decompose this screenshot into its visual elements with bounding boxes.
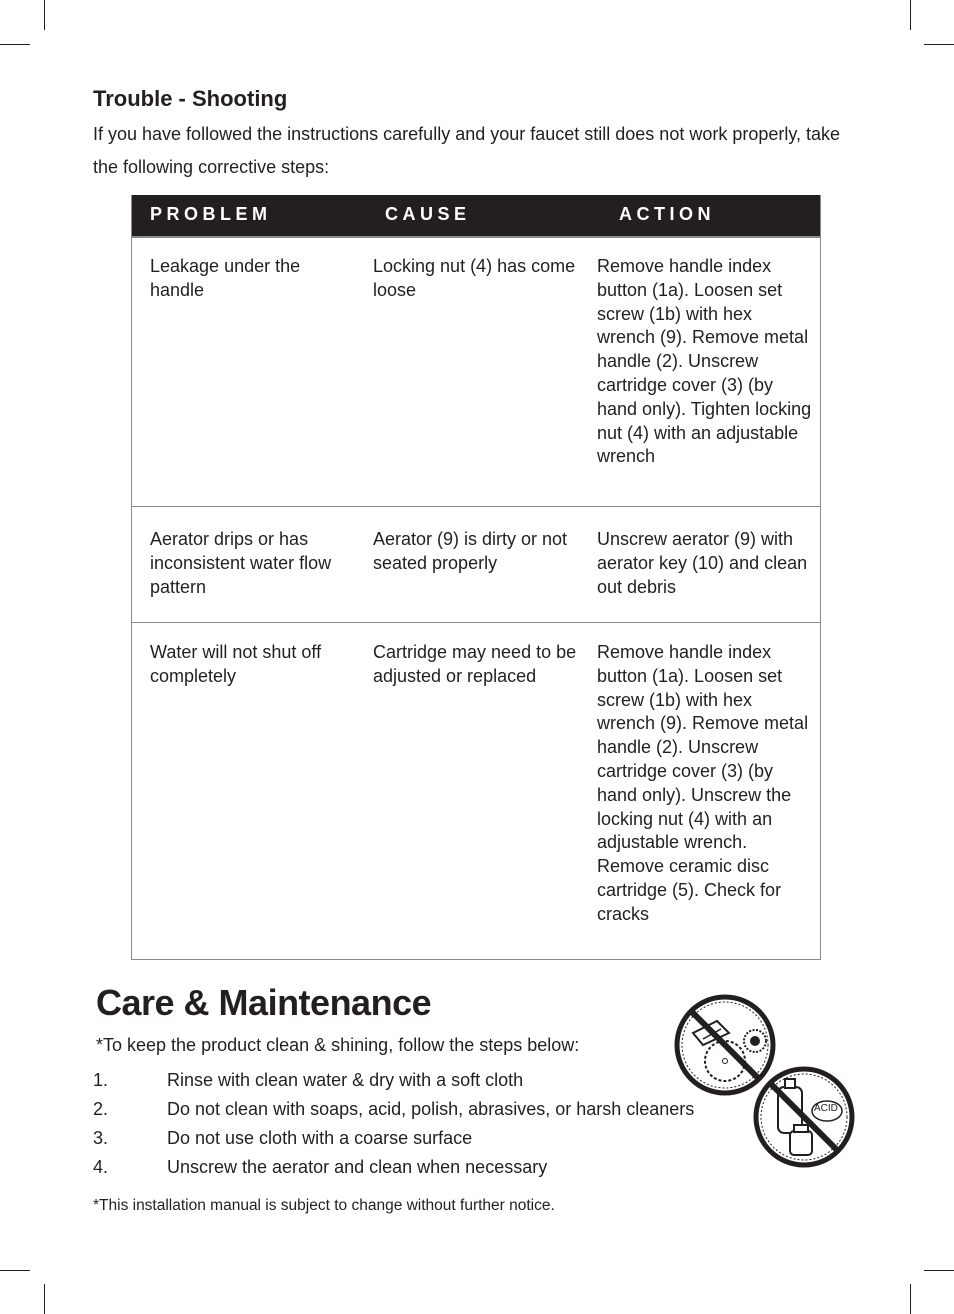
troubleshooting-title: Trouble - Shooting	[93, 86, 288, 111]
footnote: *This installation manual is subject to change without further notice.	[93, 1197, 555, 1214]
crop-mark	[0, 1270, 30, 1271]
crop-mark	[910, 1284, 911, 1314]
action-cell: Remove handle index button (1a). Loosen set screw (1b) with hex wrench (9). Remove metal handle (2). Unscrew cartridge cover (3) (by hand only). Tighten locking nut (4) with an adjustable wrench	[597, 256, 812, 467]
care-intro: *To keep the product clean & shining, follow the steps below:	[96, 1035, 580, 1055]
header-action: ACTION	[619, 204, 715, 224]
table-row	[132, 623, 820, 959]
action-cell: Remove handle index button (1a). Loosen set screw (1b) with hex wrench (9). Remove metal handle (2). Unscrew cartridge cover (3) (by hand only). Unscrew the locking nut (4) with an adjustable wrench. Remove ceramic disc cartridge (5). Check for cracks	[597, 642, 809, 924]
header-problem: PROBLEM	[150, 204, 272, 224]
crop-mark	[44, 0, 45, 30]
crop-mark	[910, 0, 911, 30]
crop-mark	[44, 1284, 45, 1314]
action-cell: Unscrew aerator (9) with aerator key (10) and clean out debris	[597, 529, 808, 597]
step-text: Rinse with clean water & dry with a soft cloth	[167, 1070, 524, 1090]
step-number: 2.	[93, 1099, 109, 1119]
crop-mark	[0, 44, 30, 45]
step-number: 1.	[93, 1070, 109, 1090]
step-text: Do not use cloth with a coarse surface	[167, 1128, 473, 1148]
step-text: Unscrew the aerator and clean when necessary	[167, 1157, 548, 1177]
step-number: 3.	[93, 1128, 109, 1148]
crop-mark	[924, 1270, 954, 1271]
troubleshooting-intro: If you have followed the instructions carefully and your faucet still does not work properly, take the following corrective steps:	[93, 124, 841, 177]
step-text: Do not clean with soaps, acid, polish, abrasives, or harsh cleaners	[167, 1099, 695, 1119]
problem-cell: Aerator drips or has inconsistent water flow pattern	[150, 529, 332, 597]
no-acid-chemicals-icon	[752, 1065, 856, 1169]
table-row	[132, 507, 820, 623]
crop-mark	[924, 44, 954, 45]
table-row	[132, 238, 820, 507]
problem-cell: Water will not shut off completely	[150, 642, 322, 686]
table-header	[132, 195, 820, 238]
step-number: 4.	[93, 1157, 109, 1177]
problem-cell: Leakage under the handle	[150, 256, 301, 300]
care-title: Care & Maintenance	[96, 982, 432, 1023]
acid-label: ACID	[814, 1103, 838, 1114]
cause-cell: Aerator (9) is dirty or not seated properly	[373, 529, 568, 573]
cause-cell: Cartridge may need to be adjusted or replaced	[373, 642, 577, 686]
troubleshooting-table	[131, 195, 821, 960]
cause-cell: Locking nut (4) has come loose	[373, 256, 576, 300]
header-cause: CAUSE	[385, 204, 471, 224]
